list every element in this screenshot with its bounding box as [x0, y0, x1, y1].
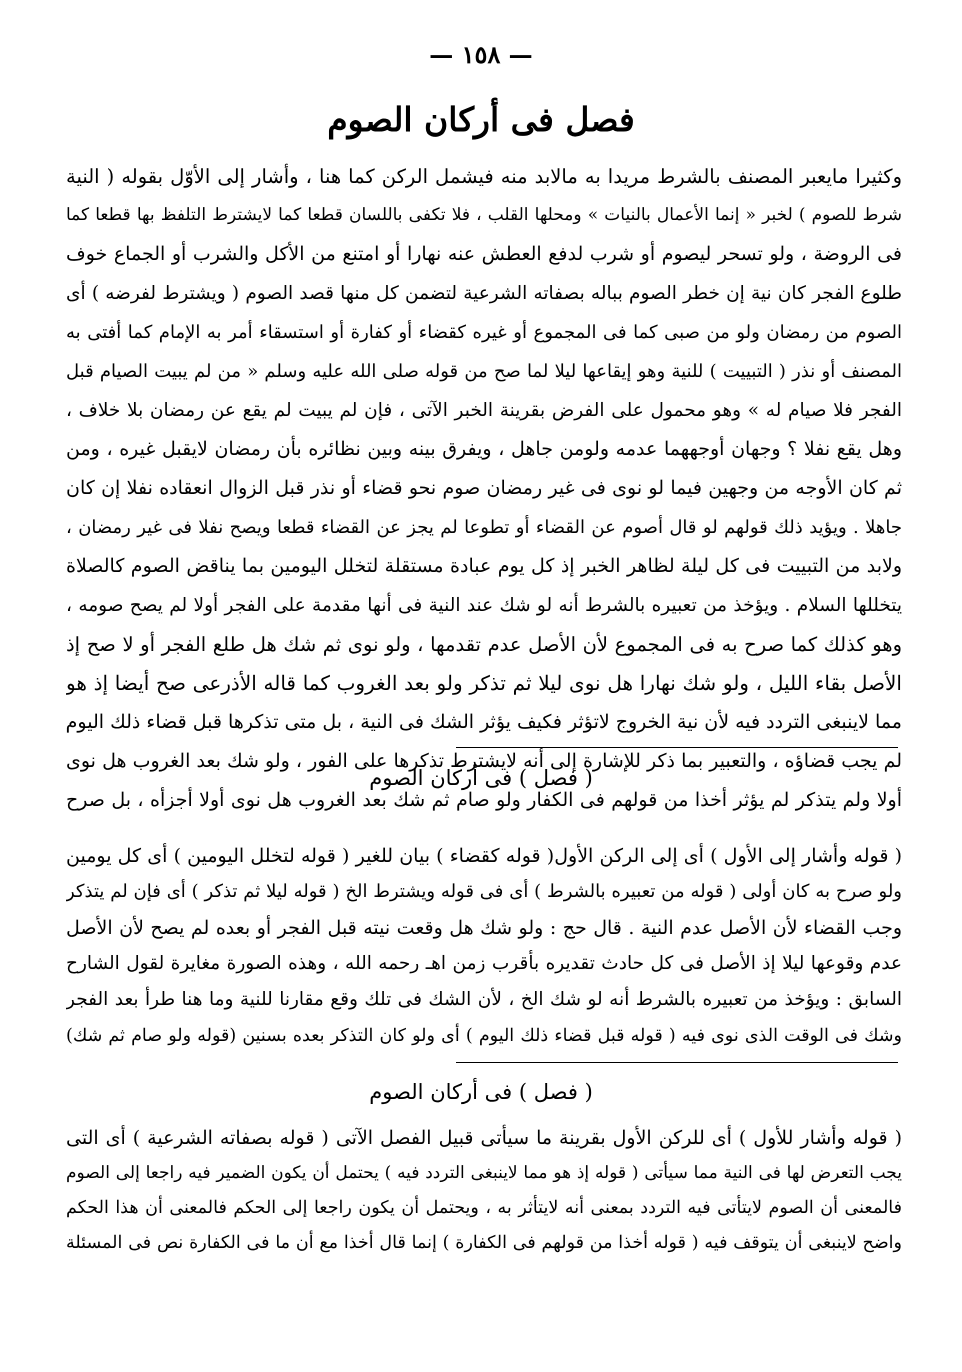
commentary-line: عدم وقوعها ليلا إذ الأصل فى كل حادث تقديره بأقرب زمن اهـ رحمه الله ، وهذه الصورة مغايرة لقول الشارح [66, 953, 902, 974]
commentary-line: ( قوله وأشار إلى الأول ) أى إلى الركن الأول( قوله كقضاء ) بيان للغير ( قوله لتخلل اليومين ) أى كل يومين [66, 845, 902, 867]
main-text-line: الأصل بقاء الليل ، ولو شك نهارا هل نوى ليلا ثم تذكر ولو بعد الغروب كما قاله الأذرعى صح أيضا إذ هو [66, 671, 902, 695]
main-text-line: ولابد من التبييت فى كل ليلة لظاهر الخبر إذ كل يوم عبادة مستقلة لتخلل اليومين بما يناقض الصوم كالصلاة [66, 555, 902, 577]
main-text-line: فى الروضة ، ولو تسحر ليصوم أو شرب لدفع العطش عنه نهارا أو امتنع من الأكل والشرب أو الجماع خوف [66, 243, 902, 265]
commentary-line: ( قوله وأشار للأول ) أى للركن الأول بقرينة ما سيأتى قبيل الفصل الآتى ( قوله بصفاته الشرعية ) أى التى [66, 1127, 902, 1149]
main-text-line: مما لاينبغى التردد فيه لأن نية الخروج لاتؤثر فكيف يؤثر الشك فى النية ، بل متى تذكرها قبل قضاء ذلك اليوم [66, 711, 902, 733]
commentary-line: واضح لاينبغى أن يتوقف فيه ( قوله أخذا من قولهم فى الكفارة ) إنما قال أخذا مع أن ما فى الكفارة نص فى المسئلة [66, 1233, 902, 1253]
main-text-line: المصنف أو نذر ( التبييت ) للنية وهو إيقاعها ليلا لما صح من قوله صلى الله عليه وسلم « من لم يبيت الصيام قبل [66, 361, 902, 382]
commentary-block [66, 1121, 902, 1261]
main-text-line: طلوع الفجر كان نية إن خطر الصوم بباله بصفاته الشرعية لتضمن كل منها قصد الصوم ( ويشترط لفرضه ) أى [66, 283, 902, 304]
footnote-divider [456, 747, 898, 748]
commentary-heading: ( فصل ) فى أركان الصوم [369, 766, 593, 790]
main-text-line: جاهلا . ويؤيد ذلك قولهم لو قال أصوم عن القضاء أو تطوعا لم يجز عن القضاء قطعا ويصح نفلا فى غير رمضان ، [66, 517, 902, 538]
main-text-line: لم يجب قضاؤه ، والتعبير بما ذكر للإشارة إلى أنه لايشترط تذكرها على الفور ، ولو شك بعد الغروب هل نوى [66, 750, 902, 772]
main-text-line: الفجر فلا صيام له » وهو محمول على الفرض بقرينة الخبر الآتى ، فإن لم يبيت لم يقع عن رمضان بلا خلاف ، [66, 400, 902, 421]
commentary-line: وجب القضاء لأن الأصل عدم النية . قال حج : ولو شك هل وقعت نيته قبل الفجر أو بعده لم يصح لأن الأصل [66, 917, 902, 939]
commentary-line: فالمعنى أن الصوم لايتأتى فيه التردد بمعنى أنه لايتأثر به ، ويحتمل أن يكون راجعا إلى الحكم فالمعنى أن هذا الحكم [66, 1198, 902, 1218]
main-text-line: ثم كان الأوجه من وجهين فيما لو نوى فى غير رمضان صوم نحو قضاء أو نذر قبل الزوال انعقاده نفلا إن كان [66, 477, 902, 499]
main-text-line: وكثيرا مايعبر المصنف بالشرط مريدا به مالابد منه فيشمل الركن كما هنا ، وأشار إلى الأوّل بقوله ( النية [66, 165, 902, 188]
page-number: — ١٥٨ — [429, 40, 533, 69]
commentary-divider [456, 1062, 898, 1063]
main-text-line: وهل يقع نفلا ؟ وجهان أوجههما عدمه ولومن جاهل ، ويفرق بينه وبين نظائره بأن رمضان لايقبل غيره ، ومن [66, 438, 902, 460]
main-text-line: يتخللها السلام . ويؤخذ من تعبيره بالشرط أنه لو شك عند النية فى أنها مقدمة على الفجر أولا لم يصح صومه ، [66, 595, 902, 616]
main-text-line: شرط للصوم ) لخبر « إنما الأعمال بالنيات » ومحلها القلب ، فلا تكفى باللسان قطعا كما لايشترط التلفظ بها قطعا كما [66, 205, 902, 225]
commentary-line: وشك فى الوقت الذى نوى فيه ( قوله قبل قضاء ذلك اليوم ) أى ولو كان التذكر بعده بسنين (قوله ولو صام ثم شك) [66, 1026, 902, 1046]
commentary-block [66, 838, 902, 1054]
main-text-line: وهو كذلك كما صرح به فى المجموع لأن الأصل عدم تقدمها ، ولو نوى ثم شك هل طلع الفجر أو لا صح إذ [66, 633, 902, 656]
main-text-line: أولا ولم يتذكر لم يؤثر أخذا من قولهم فى الكفار ولو صام ثم شك بعد الغروب هل نوى أولا أجزأه ، بل صرح [66, 789, 902, 811]
chapter-title: فصل فى أركان الصوم [327, 100, 635, 139]
commentary-line: ولو صرح به كان أولى ( قوله من تعبيره بالشرط ) أى فى قوله ويشترط الخ ( قوله ليلا ثم تذكر ) أى فإن لم يتذكر [66, 881, 902, 902]
commentary-heading: ( فصل ) فى أركان الصوم [369, 1080, 593, 1104]
main-text-block [66, 157, 902, 820]
commentary-line: يجب التعرض لها فى النية مما سيأتى ( قوله إذ هو مما لاينبغى التردد فيه ) يحتمل أن يكون الضمير فيه راجعا إلى الصوم [66, 1163, 902, 1183]
commentary-line: السابق : ويؤخذ من تعبيره بالشرط أنه لو شك الخ ، لأن الشك فى تلك وقع مقارنا للنية وما هنا طرأ بعد الفجر [66, 989, 902, 1010]
main-text-line: الصوم من رمضان ولو من صبى كما فى المجموع أو غيره كقضاء أو كفارة أو استسقاء أمر به الإمام كما أفتى به [66, 322, 902, 343]
